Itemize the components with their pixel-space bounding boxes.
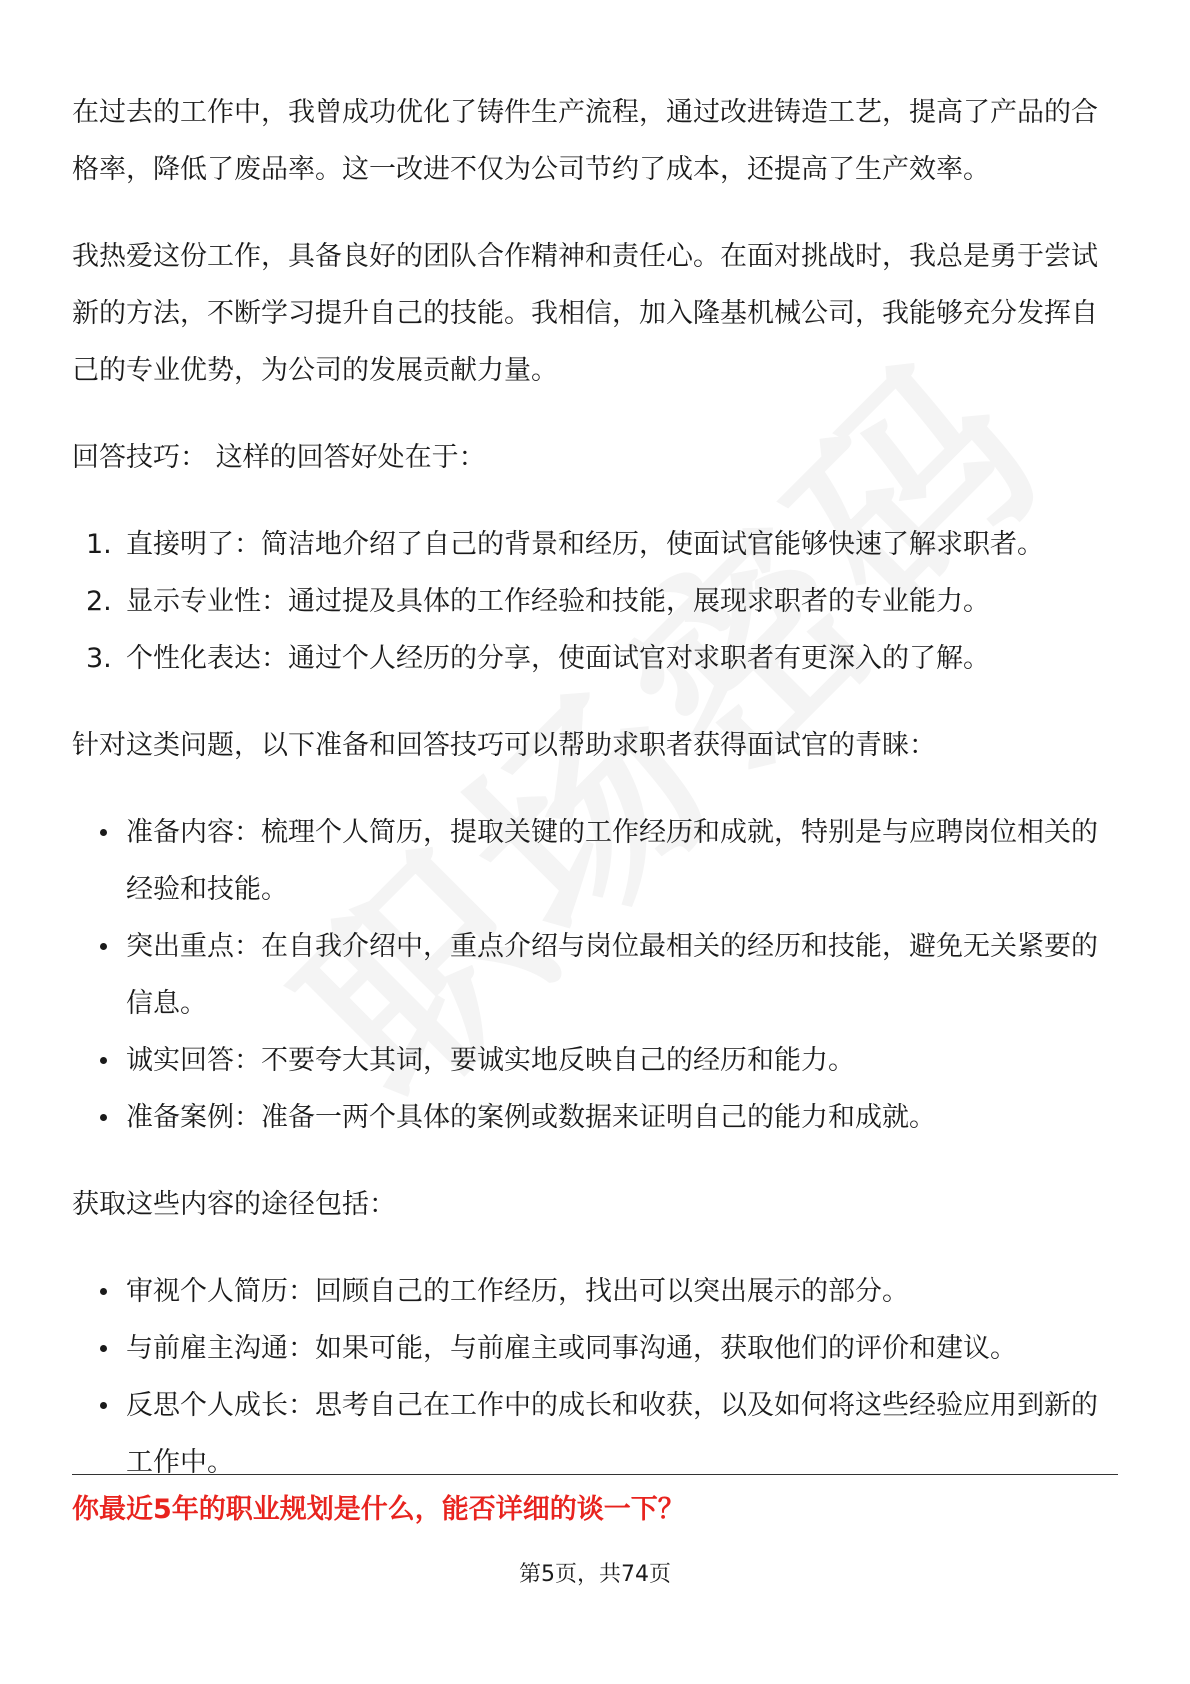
- section-divider: [72, 1474, 1118, 1475]
- paragraph-achievement: 在过去的工作中，我曾成功优化了铸件生产流程，通过改进铸造工艺，提高了产品的合格率，降低了废品率。这一改进不仅为公司节约了成本，还提高了生产效率。: [72, 97, 1098, 185]
- page-content: [72, 84, 1118, 1521]
- list-item-text: 显示专业性：通过提及具体的工作经验和技能，展现求职者的专业能力。: [126, 586, 990, 617]
- bullet-icon: [100, 1345, 107, 1352]
- list-item-text: 准备案例：准备一两个具体的案例或数据来证明自己的能力和成就。: [126, 1102, 936, 1133]
- prep-heading: 针对这类问题，以下准备和回答技巧可以帮助求职者获得面试官的青睐：: [72, 730, 936, 761]
- list-number: 2.: [86, 586, 112, 617]
- source-list: [72, 1263, 1118, 1491]
- next-question-title: 你最近5年的职业规划是什么，能否详细的谈一下？: [72, 1494, 685, 1525]
- list-item: [72, 573, 1118, 630]
- list-item: [72, 1263, 1118, 1320]
- list-item: [72, 516, 1118, 573]
- bullet-icon: [100, 943, 107, 950]
- bullet-icon: [100, 1057, 107, 1064]
- list-item: [72, 804, 1118, 918]
- list-item-text: 审视个人简历：回顾自己的工作经历，找出可以突出展示的部分。: [126, 1276, 909, 1307]
- list-item: [72, 630, 1118, 687]
- list-item-text: 准备内容：梳理个人简历，提取关键的工作经历和成就，特别是与应聘岗位相关的经验和技能。: [126, 817, 1098, 905]
- page-number: 第5页，共74页: [519, 1562, 671, 1587]
- bullet-icon: [100, 1402, 107, 1409]
- list-item-text: 诚实回答：不要夸大其词，要诚实地反映自己的经历和能力。: [126, 1045, 855, 1076]
- list-number: 1.: [86, 529, 112, 560]
- list-item-text: 突出重点：在自我介绍中，重点介绍与岗位最相关的经历和技能，避免无关紧要的信息。: [126, 931, 1098, 1019]
- prep-list: [72, 804, 1118, 1146]
- list-item: [72, 1089, 1118, 1146]
- list-number: 3.: [86, 643, 112, 674]
- list-item-text: 与前雇主沟通：如果可能，与前雇主或同事沟通，获取他们的评价和建议。: [126, 1333, 1017, 1364]
- paragraph-motivation: 我热爱这份工作，具备良好的团队合作精神和责任心。在面对挑战时，我总是勇于尝试新的方法，不断学习提升自己的技能。我相信，加入隆基机械公司，我能够充分发挥自己的专业优势，为公司的发展贡献力量。: [72, 241, 1098, 386]
- list-item: [72, 1320, 1118, 1377]
- list-item-text: 个性化表达：通过个人经历的分享，使面试官对求职者有更深入的了解。: [126, 643, 990, 674]
- list-item: [72, 1032, 1118, 1089]
- tips-list: [72, 516, 1118, 687]
- list-item: [72, 918, 1118, 1032]
- tips-heading: 回答技巧： 这样的回答好处在于：: [72, 442, 486, 473]
- bullet-icon: [100, 1114, 107, 1121]
- bullet-icon: [100, 829, 107, 836]
- list-item-text: 直接明了：简洁地介绍了自己的背景和经历，使面试官能够快速了解求职者。: [126, 529, 1044, 560]
- source-heading: 获取这些内容的途径包括：: [72, 1189, 396, 1220]
- list-item-text: 反思个人成长：思考自己在工作中的成长和收获，以及如何将这些经验应用到新的工作中。: [126, 1390, 1098, 1478]
- bullet-icon: [100, 1288, 107, 1295]
